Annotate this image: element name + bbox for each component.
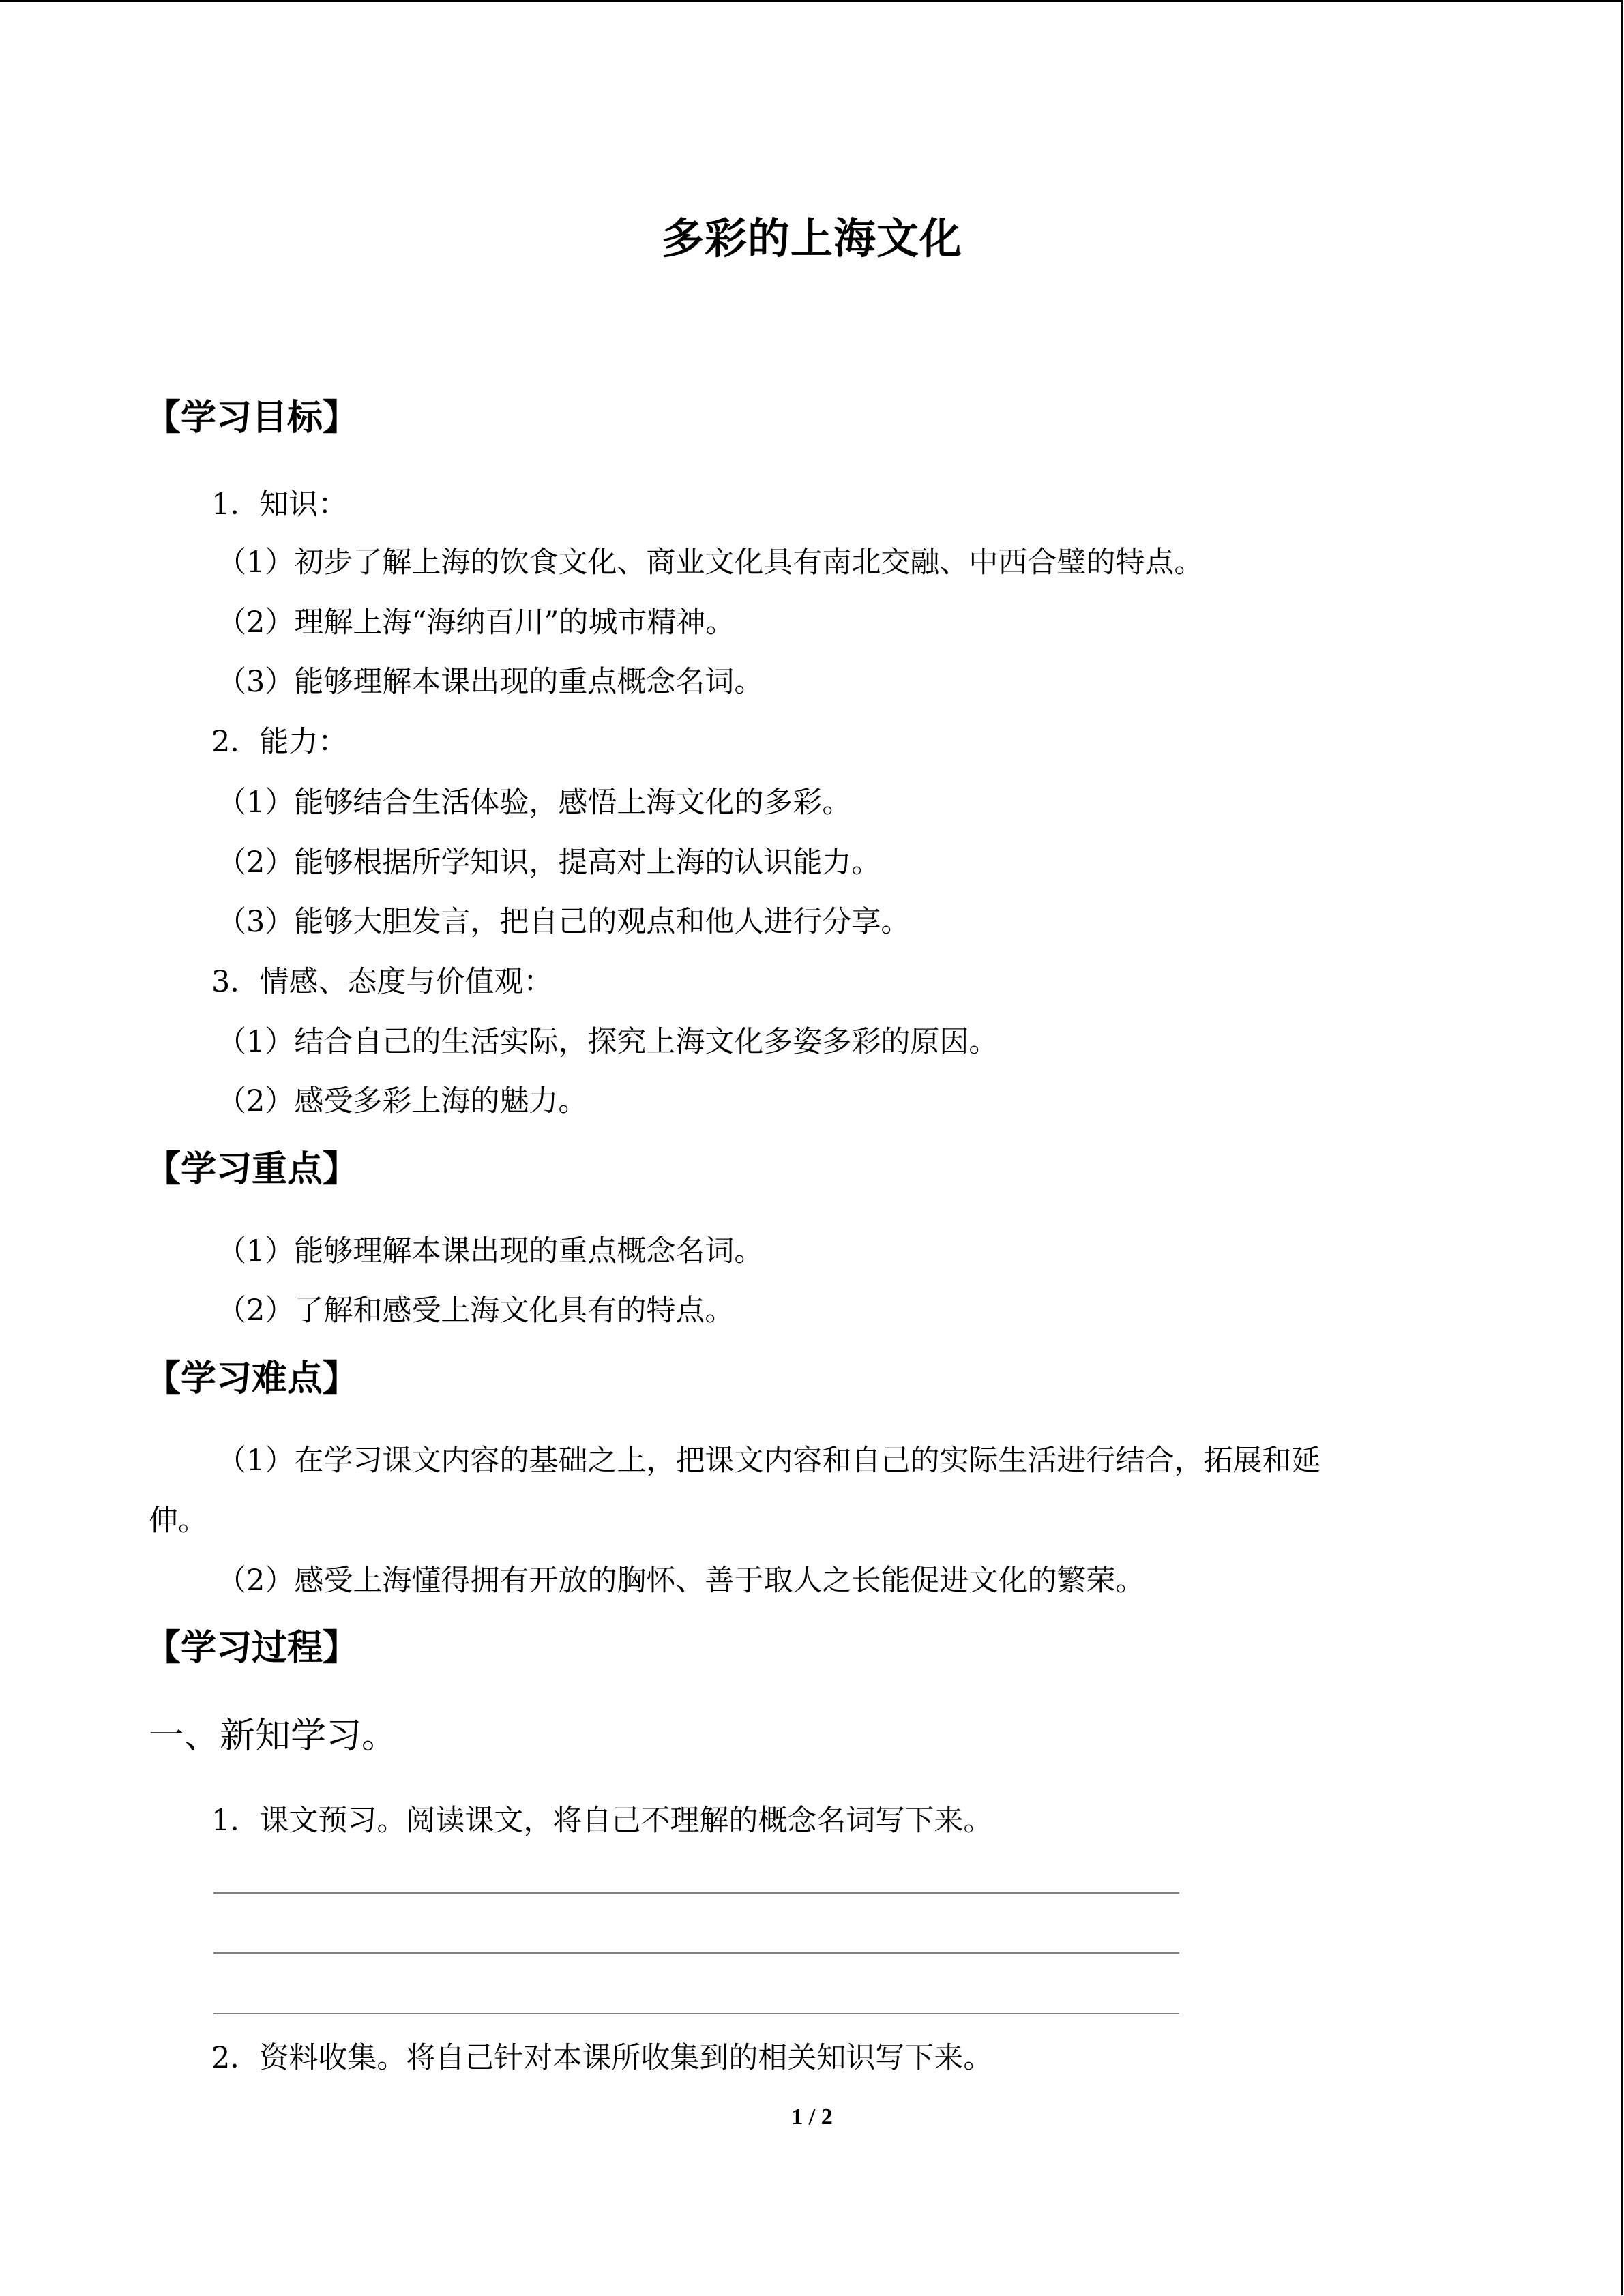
difficulty-item-1-line-1: （1）在学习课文内容的基础之上，把课文内容和自己的实际生活进行结合，拓展和延 (217, 1444, 1321, 1478)
process-part-1-heading: 一、新知学习。 (149, 1716, 398, 1757)
objective-emotion-item-1: （1）结合自己的生活实际，探究上海文化多姿多彩的原因。 (217, 1025, 999, 1059)
section-heading-objectives: 【学习目标】 (145, 398, 359, 438)
answer-blank-line-3[interactable] (213, 2013, 1179, 2014)
process-step-1: 1．课文预习。阅读课文，将自己不理解的概念名词写下来。 (211, 1804, 993, 1838)
objective-knowledge-item-3: （3）能够理解本课出现的重点概念名词。 (217, 665, 764, 699)
objective-ability-item-1: （1）能够结合生活体验，感悟上海文化的多彩。 (217, 786, 852, 820)
section-heading-process: 【学习过程】 (145, 1628, 359, 1669)
difficulty-item-2: （2）感受上海懂得拥有开放的胸怀、善于取人之长能促进文化的繁荣。 (217, 1564, 1145, 1598)
document-title: 多彩的上海文化 (661, 213, 962, 263)
objective-ability-label: 2．能力： (211, 725, 348, 759)
answer-blank-line-2[interactable] (213, 1952, 1179, 1954)
objective-ability-item-3: （3）能够大胆发言，把自己的观点和他人进行分享。 (217, 905, 911, 939)
section-heading-difficulties: 【学习难点】 (145, 1358, 359, 1399)
process-step-2: 2．资料收集。将自己针对本课所收集到的相关知识写下来。 (211, 2041, 993, 2075)
objective-ability-item-2: （2）能够根据所学知识，提高对上海的认识能力。 (217, 846, 881, 880)
objective-knowledge-label: 1．知识： (211, 488, 348, 522)
difficulty-item-1-line-2: 伸。 (149, 1504, 207, 1538)
objective-emotion-item-2: （2）感受多彩上海的魅力。 (217, 1084, 588, 1118)
answer-blank-line-1[interactable] (213, 1892, 1179, 1894)
page-number: 1 / 2 (791, 2104, 833, 2130)
objective-knowledge-item-1: （1）初步了解上海的饮食文化、商业文化具有南北交融、中西合璧的特点。 (217, 546, 1204, 580)
keypoint-item-2: （2）了解和感受上海文化具有的特点。 (217, 1294, 735, 1328)
keypoint-item-1: （1）能够理解本课出现的重点概念名词。 (217, 1234, 764, 1268)
objective-emotion-label: 3．情感、态度与价值观： (211, 965, 553, 999)
section-heading-keypoints: 【学习重点】 (145, 1149, 359, 1190)
objective-knowledge-item-2: （2）理解上海“海纳百川”的城市精神。 (217, 606, 735, 640)
